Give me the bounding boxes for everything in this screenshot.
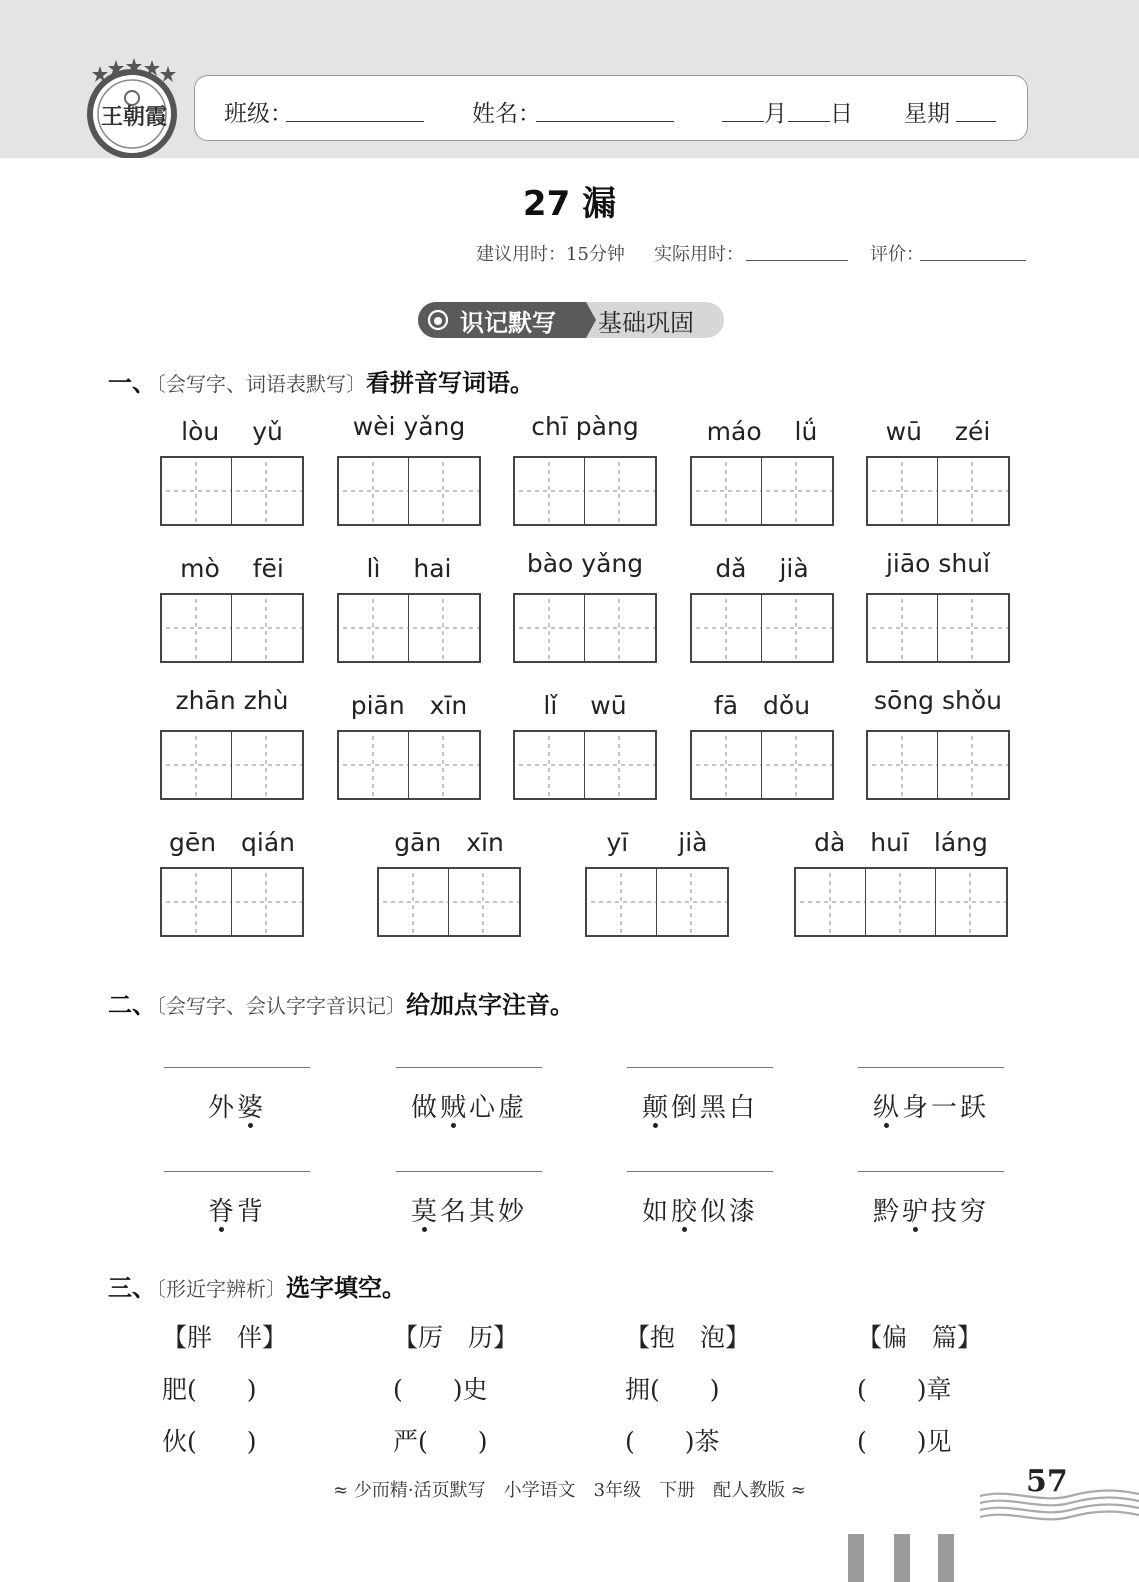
- writing-cell[interactable]: [936, 869, 1006, 935]
- evaluation-label: 评价：: [870, 244, 924, 265]
- writing-cell[interactable]: [657, 869, 727, 935]
- pinyin-label: bào yǎng: [526, 549, 644, 578]
- pinyin-label: gēn qián: [168, 828, 296, 857]
- writing-cell[interactable]: [762, 595, 832, 661]
- fill-blank[interactable]: ( )史: [393, 1375, 488, 1404]
- writing-cell[interactable]: [866, 869, 936, 935]
- actual-time-field[interactable]: [746, 260, 848, 261]
- writing-cell[interactable]: [587, 869, 657, 935]
- writing-cell[interactable]: [868, 458, 938, 524]
- writing-cell[interactable]: [409, 595, 479, 661]
- answer-line[interactable]: [164, 1067, 310, 1068]
- writing-cell[interactable]: [232, 458, 302, 524]
- writing-cell[interactable]: [585, 732, 655, 798]
- fill-blank[interactable]: ( )茶: [625, 1427, 720, 1456]
- char-options: 【厉 历】: [393, 1323, 519, 1352]
- pinyin-label: fā dǒu: [713, 691, 811, 720]
- writing-cell[interactable]: [409, 458, 479, 524]
- writing-grid[interactable]: [160, 456, 304, 526]
- section-3-heading: [108, 1268, 406, 1303]
- writing-cell[interactable]: [339, 458, 409, 524]
- emphasis-dot-icon: [682, 1227, 687, 1232]
- writing-grid[interactable]: [160, 867, 304, 937]
- writing-cell[interactable]: [339, 595, 409, 661]
- writing-cell[interactable]: [938, 732, 1008, 798]
- fill-blank[interactable]: 拥( ): [625, 1375, 720, 1404]
- writing-grid[interactable]: [513, 456, 657, 526]
- writing-cell[interactable]: [515, 595, 585, 661]
- section-3-title: 选字填空。: [286, 1274, 406, 1302]
- emphasis-dot-icon: [913, 1227, 918, 1232]
- section-1-number: 一、: [108, 369, 156, 397]
- answer-line[interactable]: [627, 1171, 773, 1172]
- emphasis-dot-icon: [422, 1227, 427, 1232]
- edge-bar: [848, 1534, 864, 1582]
- wave-decoration-icon: [980, 1486, 1139, 1526]
- writing-cell[interactable]: [938, 458, 1008, 524]
- writing-grid[interactable]: [690, 456, 834, 526]
- writing-cell[interactable]: [379, 869, 449, 935]
- emphasis-dot-icon: [884, 1123, 889, 1128]
- emphasis-dot-icon: [219, 1227, 224, 1232]
- phrase: 莫名其妙: [410, 1197, 527, 1227]
- writing-cell[interactable]: [692, 732, 762, 798]
- suggested-time: 建议用时：15分钟: [476, 244, 625, 265]
- day-label: 日: [830, 101, 853, 127]
- pinyin-label: zhān zhù: [175, 686, 289, 715]
- banner-left-label: 识记默写: [460, 309, 556, 337]
- writing-cell[interactable]: [585, 458, 655, 524]
- section-2-heading: [108, 985, 574, 1020]
- class-label: 班级：: [224, 101, 293, 127]
- writing-grid[interactable]: [513, 730, 657, 800]
- answer-line[interactable]: [396, 1067, 542, 1068]
- writing-grid[interactable]: [513, 593, 657, 663]
- pinyin-label: yī jià: [606, 828, 708, 857]
- writing-cell[interactable]: [868, 732, 938, 798]
- pinyin-label: lòu yǔ: [181, 417, 283, 446]
- writing-cell[interactable]: [585, 595, 655, 661]
- answer-line[interactable]: [396, 1171, 542, 1172]
- writing-cell[interactable]: [162, 595, 232, 661]
- writing-cell[interactable]: [762, 458, 832, 524]
- pinyin-label: piān xīn: [350, 691, 468, 720]
- section-1-heading: [108, 363, 534, 398]
- pinyin-label: jiāo shuǐ: [885, 549, 991, 578]
- week-field[interactable]: [956, 121, 996, 122]
- writing-grid[interactable]: [160, 730, 304, 800]
- writing-cell[interactable]: [449, 869, 519, 935]
- answer-line[interactable]: [164, 1171, 310, 1172]
- writing-grid[interactable]: [866, 456, 1010, 526]
- fill-blank[interactable]: 肥( ): [162, 1375, 257, 1404]
- section-3-number: 三、: [108, 1274, 156, 1302]
- phrase: 如胶似漆: [641, 1197, 758, 1227]
- pinyin-label: dà huī láng: [814, 828, 988, 857]
- writing-grid[interactable]: [866, 730, 1010, 800]
- writing-cell[interactable]: [938, 595, 1008, 661]
- logo-text: 王朝霞: [100, 104, 167, 130]
- writing-grid[interactable]: [160, 593, 304, 663]
- lesson-title: 27 漏: [522, 184, 617, 224]
- section-1-note: 〔会写字、词语表默写〕: [156, 372, 366, 396]
- emphasis-dot-icon: [653, 1123, 658, 1128]
- writing-cell[interactable]: [162, 458, 232, 524]
- writing-grid[interactable]: [794, 867, 1008, 937]
- fill-blank[interactable]: 严( ): [393, 1427, 488, 1456]
- section-1-title: 看拼音写词语。: [366, 369, 534, 397]
- writing-grid[interactable]: [690, 593, 834, 663]
- section-2-note: 〔会写字、会认字字音识记〕: [156, 994, 406, 1018]
- phrase: 外婆: [207, 1093, 266, 1123]
- class-field[interactable]: [286, 121, 424, 122]
- writing-grid[interactable]: [377, 867, 521, 937]
- edge-bar: [894, 1534, 910, 1582]
- fill-blank[interactable]: ( )章: [857, 1375, 952, 1404]
- writing-cell[interactable]: [409, 732, 479, 798]
- writing-grid[interactable]: [337, 456, 481, 526]
- writing-cell[interactable]: [232, 732, 302, 798]
- writing-cell[interactable]: [339, 732, 409, 798]
- pinyin-label: dǎ jià: [715, 554, 809, 583]
- pinyin-label: wèi yǎng: [352, 412, 466, 441]
- writing-cell[interactable]: [762, 732, 832, 798]
- day-field[interactable]: [788, 121, 830, 122]
- student-info-box: [194, 75, 1028, 141]
- week-label: 星期: [904, 101, 950, 127]
- answer-line[interactable]: [858, 1067, 1004, 1068]
- writing-cell[interactable]: [232, 869, 302, 935]
- writing-cell[interactable]: [515, 458, 585, 524]
- writing-grid[interactable]: [337, 730, 481, 800]
- writing-grid[interactable]: [337, 593, 481, 663]
- answer-line[interactable]: [627, 1067, 773, 1068]
- writing-cell[interactable]: [515, 732, 585, 798]
- writing-cell[interactable]: [232, 595, 302, 661]
- writing-cell[interactable]: [868, 595, 938, 661]
- footer-text: ≈ 少而精·活页默写 小学语文 3年级 下册 配人教版 ≈: [333, 1480, 806, 1501]
- page-number: 57: [1026, 1464, 1068, 1499]
- emphasis-dot-icon: [451, 1123, 456, 1128]
- pinyin-label: chī pàng: [531, 412, 639, 441]
- phrase: 做贼心虚: [410, 1093, 527, 1123]
- char-options: 【偏 篇】: [857, 1323, 983, 1352]
- writing-grid[interactable]: [585, 867, 729, 937]
- pinyin-label: gān xīn: [394, 828, 504, 857]
- char-options: 【胖 伴】: [162, 1323, 288, 1352]
- writing-cell[interactable]: [692, 458, 762, 524]
- phrase: 颠倒黑白: [641, 1093, 758, 1123]
- fill-blank[interactable]: ( )见: [857, 1427, 952, 1456]
- name-field[interactable]: [536, 121, 674, 122]
- phrase: 纵身一跃: [872, 1093, 989, 1123]
- banner-right-label: 基础巩固: [598, 309, 694, 337]
- pinyin-label: lǐ wū: [543, 691, 627, 720]
- edge-bar: [938, 1534, 954, 1582]
- fill-blank[interactable]: 伙( ): [162, 1427, 257, 1456]
- pinyin-label: sōng shǒu: [874, 686, 1002, 715]
- writing-cell[interactable]: [692, 595, 762, 661]
- writing-cell[interactable]: [796, 869, 866, 935]
- emphasis-dot-icon: [248, 1123, 253, 1128]
- phrase: 脊背: [207, 1197, 266, 1227]
- section-2-number: 二、: [108, 991, 156, 1019]
- phrase: 黔驴技穷: [872, 1197, 989, 1227]
- writing-grid[interactable]: [866, 593, 1010, 663]
- answer-line[interactable]: [858, 1171, 1004, 1172]
- month-field[interactable]: [722, 121, 764, 122]
- pinyin-label: lì hai: [366, 554, 452, 583]
- writing-cell[interactable]: [162, 732, 232, 798]
- char-options: 【抱 泡】: [625, 1323, 751, 1352]
- evaluation-field[interactable]: [920, 260, 1026, 261]
- month-label: 月: [764, 101, 787, 127]
- pinyin-label: máo lǘ: [706, 417, 818, 446]
- writing-grid[interactable]: [690, 730, 834, 800]
- actual-time-label: 实际用时：: [654, 244, 744, 265]
- pinyin-label: wū zéi: [885, 417, 991, 446]
- section-3-note: 〔形近字辨析〕: [156, 1277, 286, 1301]
- pinyin-label: mò fēi: [180, 554, 284, 583]
- name-label: 姓名：: [472, 101, 541, 127]
- writing-cell[interactable]: [162, 869, 232, 935]
- section-2-title: 给加点字注音。: [406, 991, 574, 1019]
